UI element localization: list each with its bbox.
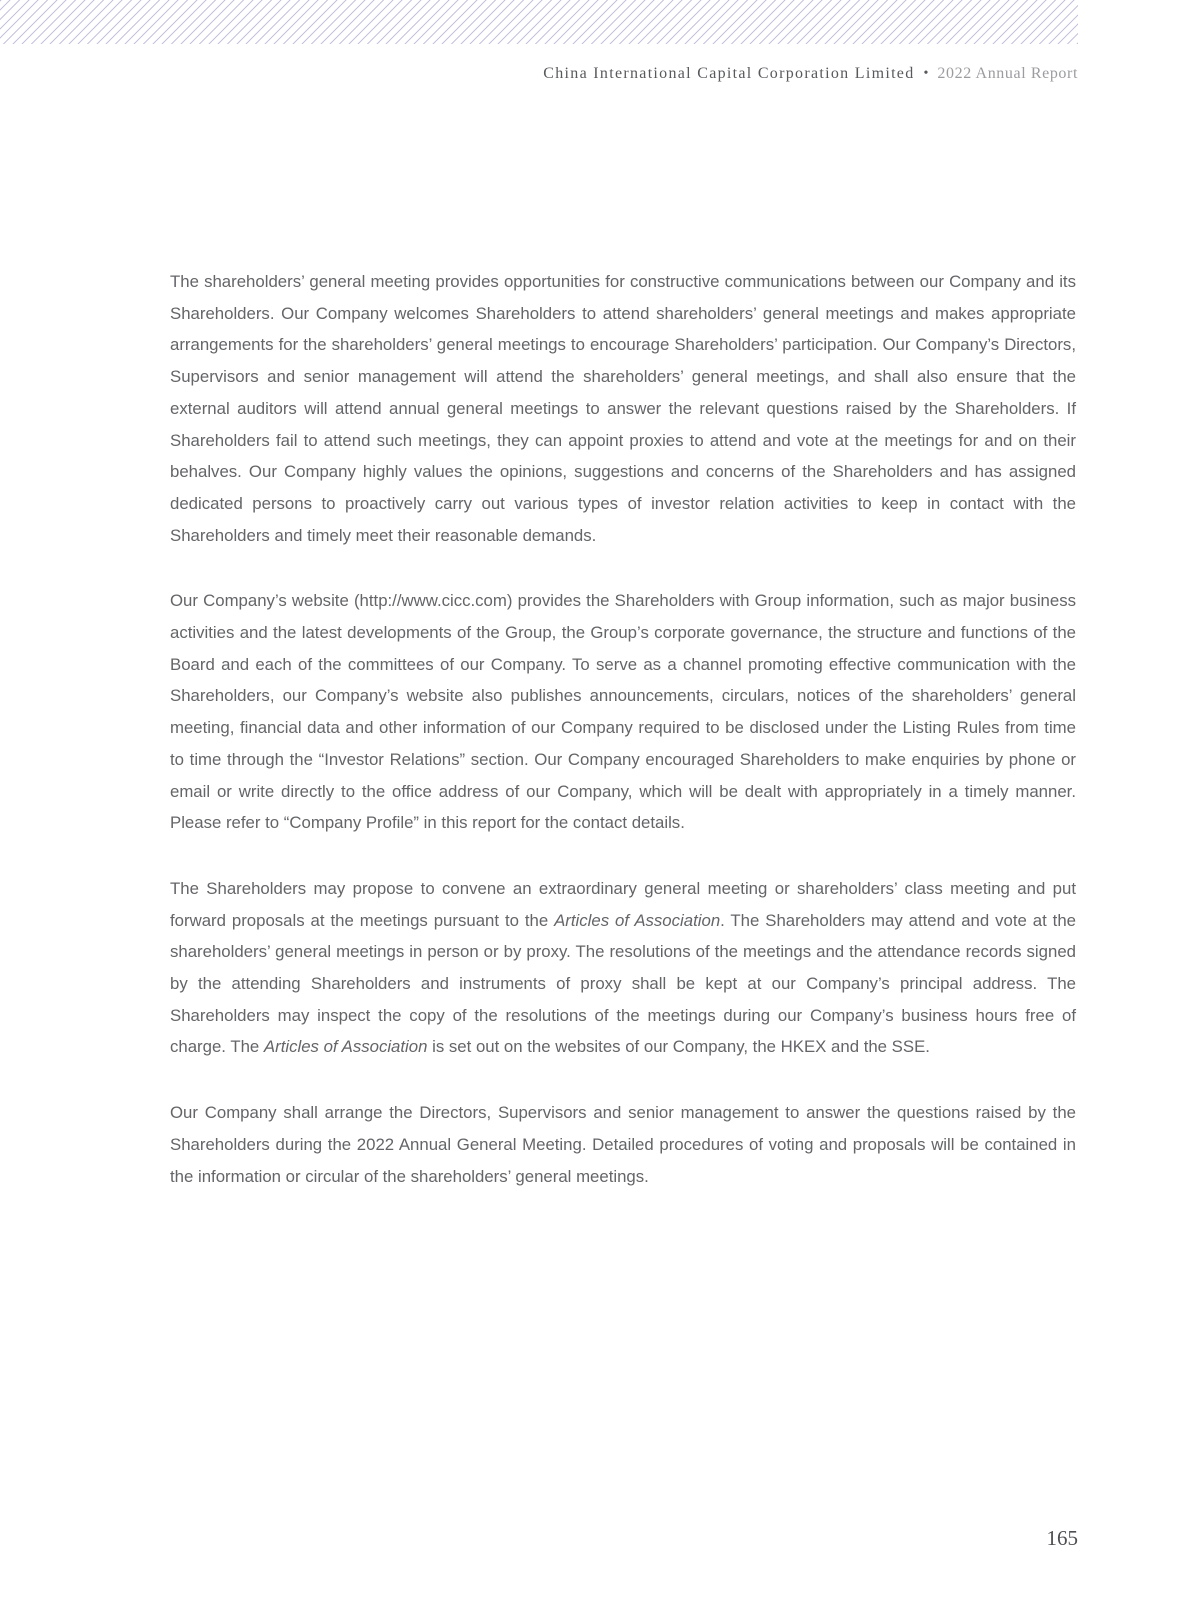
header-report-title: 2022 Annual Report	[937, 65, 1078, 82]
paragraph-shareholders-meeting: The shareholders’ general meeting provides opportunities for constructive communications between our Company and its Shareholders. Our Company welcomes Shareholders to attend shareholders’ general meetings and makes appropriate arrangements for the shareholders’ general meetings to encourage Shareholders’ participation. Our Company’s Directors, Supervisors and senior management will attend the shareholders’ general meetings, and shall also ensure that the external auditors will attend annual general meetings to answer the relevant questions raised by the Shareholders. If Shareholders fail to attend such meetings, they can appoint proxies to attend and vote at the meetings for and on their behalves. Our Company highly values the opinions, suggestions and concerns of the Shareholders and has assigned dedicated persons to proactively carry out various types of investor relation activities to keep in contact with the Shareholders and timely meet their reasonable demands.	[170, 272, 1076, 545]
running-header	[0, 63, 1078, 85]
paragraph-company-website: Our Company’s website (http://www.cicc.com) provides the Shareholders with Group information, such as major business activities and the latest developments of the Group, the Group’s corporate governance, the structure and functions of the Board and each of the committees of our Company. To serve as a channel promoting effective communication with the Shareholders, our Company’s website also publishes announcements, circulars, notices of the shareholders’ general meeting, financial data and other information of our Company required to be disclosed under the Listing Rules from time to time through the “Investor Relations” section. Our Company encouraged Shareholders to make enquiries by phone or email or write directly to the office address of our Company, which will be dealt with appropriately in a timely manner. Please refer to “Company Profile” in this report for the contact details.	[170, 591, 1076, 833]
page-number: 165	[1046, 1526, 1078, 1550]
paragraph-shareholders-rights: The Shareholders may propose to convene an extraordinary general meeting or shareholders’ class meeting and put forward proposals at the meetings pursuant to the Articles of Association. The Shareholders may attend and vote at the shareholders’ general meetings in person or by proxy. The resolutions of the meetings and the attendance records signed by the attending Shareholders and instruments of proxy shall be kept at our Company’s principal address. The Shareholders may inspect the copy of the resolutions of the meetings during our Company’s business hours free of charge. The Articles of Association is set out on the websites of our Company, the HKEX and the SSE.	[170, 878, 1076, 1057]
header-company-name: China International Capital Corporation Limited	[543, 65, 915, 82]
body-text-column	[170, 266, 1076, 1226]
bullet-separator: •	[923, 66, 929, 81]
diagonal-hatch-band	[0, 0, 1078, 44]
paragraph-agm-arrangements: Our Company shall arrange the Directors, Supervisors and senior management to answer the questions raised by the Shareholders during the 2022 Annual General Meeting. Detailed procedures of voting and proposals will be contained in the information or circular of the shareholders’ general meetings.	[170, 1103, 1076, 1186]
